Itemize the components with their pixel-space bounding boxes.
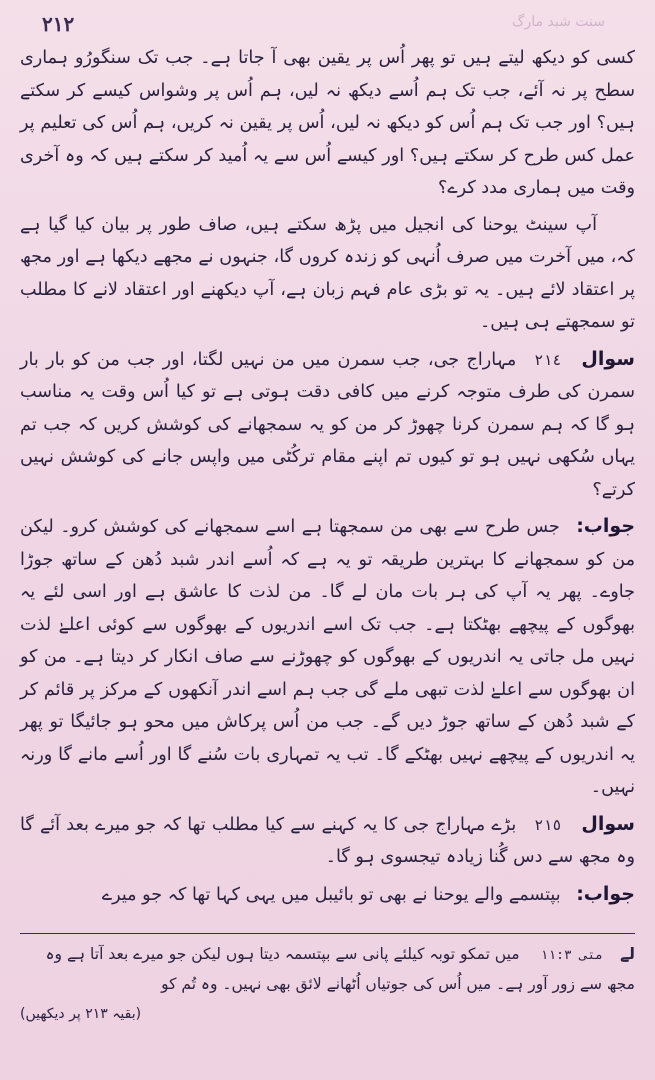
question-215 — [20, 808, 635, 874]
answer-214 — [20, 510, 635, 804]
page-number: ٢١٢ — [42, 12, 75, 36]
answer-label: جواب: — [576, 515, 636, 537]
question-label: سوال — [581, 812, 635, 835]
footnote-text: میں تمکو توبہ کیلئے پانی سے بپتسمہ دیتا ہوں لیکن جو میرے بعد آتا ہے وہ مجھ سے زور آور ہے۔ میں اُس کی جوتیاں اُٹھانے لائق بھی نہیں۔ وہ تُم کو — [45, 945, 635, 993]
answer-text: جس طرح سے بھی من سمجھتا ہے اسے سمجھانے کی کوشش کرو۔ لیکن من کو سمجھانے کا بہترین طریقہ تو یہ ہے کہ اُسے اندر شبد دُھن کے ساتھ جوڑا جاوے۔ پھر یہ آپ کی ہر بات مان لے گا۔ من لذت کا عاشق ہے اور اسی لئے یہ بھوگوں کے پیچھے بھٹکتا ہے۔ جب تک اسے اندریوں کے بھوگوں سے کوئی اعلےٰ لذت نہیں مل جاتی یہ اندریوں کے بھوگوں کو چھوڑنے سے صاف انکار کر دیتا ہے۔ من کو ان بھوگوں سے اعلےٰ لذت تبھی ملے گی جب ہم اسے اندر آنکھوں کے مرکز پر قائم کر کے شبد دُھن کے ساتھ جوڑ دیں گے۔ جب من اُس پرکاش میں محو ہو جائیگا تو پھر یہ اندریوں کے پیچھے نہیں بھٹکے گا۔ تب یہ تمہاری بات سُنے گا اور اُسے مانے گا ورنہ نہیں۔ — [20, 517, 635, 797]
question-214 — [20, 343, 635, 507]
question-label: سوال — [581, 347, 635, 370]
footnote — [20, 940, 635, 1028]
question-number: ٢١٥ — [534, 815, 562, 834]
footnote-divider — [20, 933, 635, 934]
running-header: سنت شبد مارگ — [512, 14, 605, 30]
footnote-reference: متی ١١:٣ — [540, 948, 604, 963]
paragraph-gospel: آپ سینٹ یوحنا کی انجیل میں پڑھ سکتے ہیں، صاف طور پر بیان کیا گیا ہے کہ، میں آخرت میں صرف اُنہی کو زندہ کروں گا، جنہوں نے مجھے دیکھا ہے اور مجھ پر اعتقاد لائے ہیں۔ یہ تو بڑی عام فہم زبان ہے، آپ دیکھنے اور اعتقاد لانے کا مطلب تو سمجھتے ہی ہیں۔ — [20, 214, 635, 332]
footnote-marker: لے — [620, 945, 635, 963]
paragraph-intro: کسی کو دیکھ لیتے ہیں تو پھر اُس پر یقین بھی آ جاتا ہے۔ جب تک سنگورُو ہماری سطح پر نہ آئے، جب تک ہم اُسے دیکھ نہ لیں، ہم اُس پر وشواس کیسے کر سکتے ہیں؟ اور جب تک ہم اُس کو دیکھ نہ لیں، اُس پر یقین نہ کریں، ہم اُس کی تعلیم پر عمل کس طرح کر سکتے ہیں؟ اور کیسے اُس سے یہ اُمید کر سکتے ہیں کہ وہ آخری وقت میں ہماری مدد کرے؟ — [20, 48, 635, 198]
question-number: ٢١٤ — [534, 350, 562, 369]
question-text: مہاراج جی، جب سمرن میں من نہیں لگتا، اور جب من کو بار بار سمرن کی طرف متوجہ کرنے میں کافی دقت ہوتی ہے تو کیا اُس وقت یہ مناسب ہو گا کہ ہم سمرن کرنا چھوڑ کر من کو یہ سمجھانے کی کوشش کریں کہ جب تم یہاں سُکھی نہیں ہو تو کیوں تم اپنے مقام ترکُٹی میں واپس جانے کی کوشش نہیں کرتے؟ — [20, 349, 635, 500]
answer-label: جواب: — [576, 882, 635, 905]
page-body — [20, 42, 635, 911]
answer-text: بپتسمے والے یوحنا نے بھی تو بائیبل میں یہی کہا تھا کہ جو میرے — [101, 884, 561, 905]
answer-215 — [20, 878, 635, 912]
question-text: بڑے مہاراج جی کا یہ کہنے سے کیا مطلب تھا کہ جو میرے بعد آئے گا وہ مجھ سے دس گُنا زیادہ تیجسوی ہو گا۔ — [20, 814, 635, 867]
footnote-continued — [20, 1000, 635, 1028]
continued-note: (بقیہ ٢١٣ پر دیکھیں) — [20, 1006, 142, 1022]
page-header — [20, 6, 635, 42]
